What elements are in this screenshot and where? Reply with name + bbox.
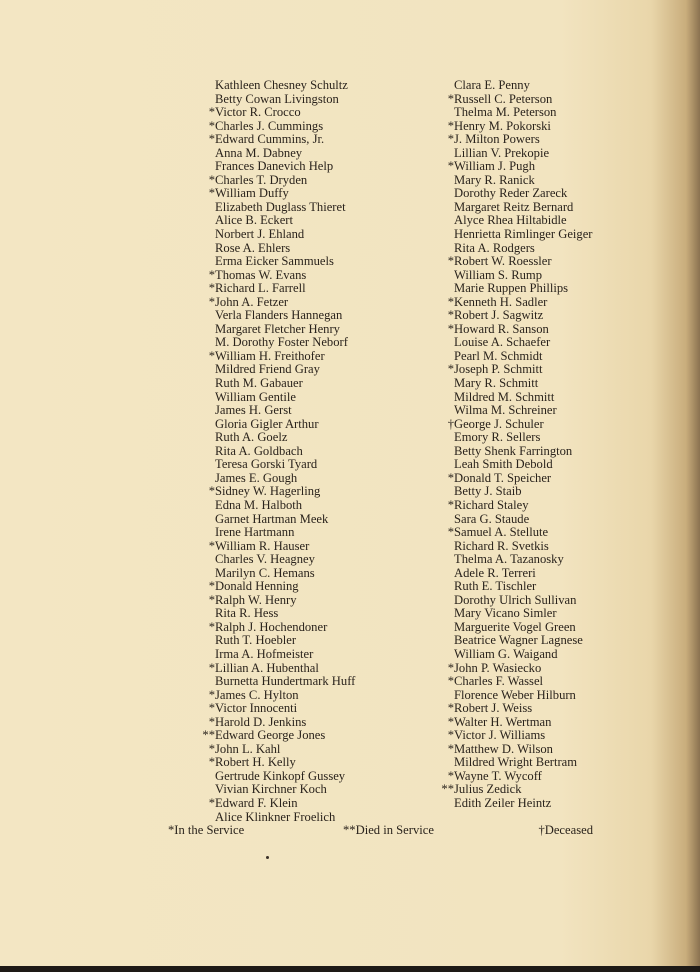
name-entry [444, 580, 674, 594]
person-name: Louise A. Schaefer [454, 335, 551, 350]
name-entry [441, 782, 674, 797]
name-entry [444, 662, 674, 676]
person-name: Lillian V. Prekopie [454, 145, 550, 160]
name-entry [205, 648, 435, 662]
name-entry [205, 675, 435, 689]
footnote-mark: ** [202, 728, 215, 743]
footnote-mark: * [447, 118, 454, 133]
name-entry [205, 499, 435, 513]
name-entry [205, 404, 435, 418]
name-entry [444, 79, 674, 93]
person-name: Irma A. Hofmeister [215, 646, 314, 661]
person-name: Mildred M. Schmitt [454, 389, 555, 404]
person-name: Clara E. Penny [454, 78, 530, 92]
person-name: Edward F. Klein [215, 795, 298, 810]
name-entry [444, 743, 674, 757]
name-entry [444, 458, 674, 472]
person-name: Sara G. Staude [454, 511, 530, 526]
person-name: Thelma M. Peterson [454, 105, 557, 120]
name-entry [444, 214, 674, 228]
person-name: Beatrice Wagner Lagnese [454, 633, 583, 648]
name-list-right [441, 78, 674, 811]
person-name: Betty Cowan Livingston [215, 91, 339, 106]
footnote-mark: * [447, 321, 454, 336]
person-name: Henrietta Rimlinger Geiger [454, 227, 593, 242]
name-entry [205, 147, 435, 161]
name-entry [444, 363, 674, 377]
name-entry [444, 93, 674, 107]
footnote-legend [168, 822, 593, 838]
person-name: Alice Klinkner Froelich [215, 809, 336, 824]
person-name: Mary R. Ranick [454, 172, 535, 187]
person-name: Ruth E. Tischler [454, 579, 537, 594]
person-name: John L. Kahl [215, 741, 281, 756]
name-entry [205, 133, 435, 147]
person-name: Edward George Jones [215, 728, 326, 743]
person-name: Margaret Reitz Bernard [454, 199, 574, 214]
name-entry [205, 377, 435, 391]
name-entry [444, 445, 674, 459]
person-name: Samuel A. Stellute [454, 525, 549, 540]
footnote-mark: ** [441, 782, 454, 797]
name-entry [205, 702, 435, 716]
person-name: Victor R. Crocco [215, 105, 301, 120]
person-name: Robert J. Weiss [454, 701, 533, 716]
person-name: Thelma A. Tazanosky [454, 552, 564, 567]
person-name: Pearl M. Schmidt [454, 348, 543, 363]
person-name: Howard R. Sanson [454, 321, 549, 336]
name-entry [202, 728, 435, 743]
name-entry [205, 770, 435, 784]
legend-died-in-service: **Died in Service [343, 823, 434, 837]
scan-edge-band [0, 966, 700, 972]
person-name: Betty J. Staib [454, 484, 522, 499]
person-name: Walter H. Wertman [454, 714, 552, 729]
name-entry [444, 594, 674, 608]
name-entry [444, 269, 674, 283]
name-entry [205, 309, 435, 323]
name-entry [444, 296, 674, 310]
footnote-mark: * [208, 795, 215, 810]
person-name: Rita R. Hess [215, 606, 279, 621]
name-entry [205, 797, 435, 811]
footnote-mark: * [208, 619, 215, 634]
name-entry [205, 228, 435, 242]
person-name: Florence Weber Hilburn [454, 687, 576, 702]
name-entry [444, 377, 674, 391]
name-entry [205, 594, 435, 608]
name-entry [444, 309, 674, 323]
name-entry [444, 648, 674, 662]
footnote-mark: * [447, 497, 454, 512]
footnote-mark: * [208, 687, 215, 702]
footnote-mark: * [447, 254, 454, 269]
person-name: William J. Pugh [454, 159, 536, 174]
footnote-mark: * [447, 362, 454, 377]
name-entry [205, 363, 435, 377]
footnote-mark: * [208, 741, 215, 756]
name-entry [444, 499, 674, 513]
name-entry [205, 255, 435, 269]
name-entry [444, 634, 674, 648]
name-entry [205, 756, 435, 770]
person-name: Mary R. Schmitt [454, 376, 539, 391]
name-entry [444, 133, 674, 147]
person-name: Ralph W. Henry [215, 592, 297, 607]
footnote-mark: * [208, 118, 215, 133]
name-entry [444, 350, 674, 364]
person-name: Alyce Rhea Hiltabidle [454, 213, 567, 228]
legend-in-service: *In the Service [168, 823, 245, 837]
person-name: Donald T. Speicher [454, 470, 552, 485]
name-entry [205, 431, 435, 445]
name-entry [205, 526, 435, 540]
footnote-mark: * [447, 470, 454, 485]
person-name: Garnet Hartman Meek [215, 511, 329, 526]
name-entry [444, 472, 674, 486]
name-entry [205, 689, 435, 703]
person-name: Richard R. Svetkis [454, 538, 549, 553]
person-name: Alice B. Eckert [215, 213, 293, 228]
person-name: Kenneth H. Sadler [454, 294, 548, 309]
legend-deceased: †Deceased [538, 823, 593, 837]
person-name: Ruth M. Gabauer [215, 376, 303, 391]
person-name: Betty Shenk Farrington [454, 443, 573, 458]
name-entry [205, 79, 435, 93]
person-name: Gertrude Kinkopf Gussey [215, 768, 346, 783]
name-entry [205, 783, 435, 797]
person-name: Robert W. Roessler [454, 254, 552, 269]
person-name: Robert J. Sagwitz [454, 308, 544, 323]
person-name: Kathleen Chesney Schultz [215, 78, 348, 92]
name-entry [205, 174, 435, 188]
person-name: Charles J. Cummings [215, 118, 324, 133]
person-name: M. Dorothy Foster Neborf [215, 335, 348, 350]
name-entry [444, 242, 674, 256]
name-entry [205, 458, 435, 472]
person-name: George J. Schuler [454, 416, 544, 431]
name-entry [444, 513, 674, 527]
person-name: James E. Gough [215, 470, 298, 485]
person-name: Adele R. Terreri [454, 565, 536, 580]
name-entry [205, 445, 435, 459]
name-entry [205, 323, 435, 337]
person-name: Edna M. Halboth [215, 497, 303, 512]
person-name: Edward Cummins, Jr. [215, 132, 325, 147]
name-entry [205, 201, 435, 215]
name-entry [205, 160, 435, 174]
name-entry [444, 106, 674, 120]
person-name: Vivian Kirchner Koch [215, 782, 327, 797]
person-name: John P. Wasiecko [454, 660, 542, 675]
person-name: John A. Fetzer [215, 294, 289, 309]
person-name: Mildred Wright Bertram [454, 755, 578, 770]
name-entry [205, 553, 435, 567]
footnote-mark: * [208, 132, 215, 147]
footnote-mark: * [208, 701, 215, 716]
footnote-mark: * [208, 105, 215, 120]
person-name: William S. Rump [454, 267, 543, 282]
person-name: Wilma M. Schreiner [454, 403, 557, 418]
footnote-mark: * [208, 714, 215, 729]
footnote-mark: * [447, 159, 454, 174]
name-entry [444, 255, 674, 269]
person-name: Leah Smith Debold [454, 457, 553, 472]
footnote-mark: * [208, 484, 215, 499]
name-entry [205, 513, 435, 527]
footnote-mark: * [447, 714, 454, 729]
person-name: Mary Vicano Simler [454, 606, 557, 621]
name-entry [205, 93, 435, 107]
name-entry [444, 160, 674, 174]
name-entry [444, 228, 674, 242]
name-entry [444, 567, 674, 581]
name-entry [205, 282, 435, 296]
name-entry [444, 716, 674, 730]
person-name: Irene Hartmann [215, 525, 295, 540]
person-name: Marie Ruppen Phillips [454, 281, 569, 296]
person-name: Ruth A. Goelz [215, 430, 288, 445]
name-entry [444, 431, 674, 445]
person-name: Charles V. Heagney [215, 552, 315, 567]
person-name: Frances Danevich Help [215, 159, 334, 174]
name-entry [205, 187, 435, 201]
footnote-mark: * [447, 308, 454, 323]
footnote-mark: * [208, 186, 215, 201]
person-name: Dorothy Ulrich Sullivan [454, 592, 577, 607]
name-entry [205, 716, 435, 730]
person-name: Edith Zeiler Heintz [454, 795, 552, 810]
person-name: Charles T. Dryden [215, 172, 308, 187]
name-entry [205, 540, 435, 554]
person-name: Rita A. Rodgers [454, 240, 535, 255]
footnote-mark: * [208, 267, 215, 282]
person-name: Marilyn C. Hemans [215, 565, 315, 580]
person-name: Matthew D. Wilson [454, 741, 553, 756]
name-entry [205, 391, 435, 405]
person-name: Sidney W. Hagerling [215, 484, 321, 499]
name-entry [444, 675, 674, 689]
name-entry [444, 174, 674, 188]
person-name: Mildred Friend Gray [215, 362, 320, 377]
footnote-mark: * [208, 592, 215, 607]
person-name: Anna M. Dabney [215, 145, 303, 160]
person-name: Victor Innocenti [215, 701, 298, 716]
footnote-mark: * [447, 660, 454, 675]
person-name: William G. Waigand [454, 646, 558, 661]
person-name: Rose A. Ehlers [215, 240, 291, 255]
person-name: Dorothy Reder Zareck [454, 186, 568, 201]
stray-dot [266, 856, 269, 859]
footnote-mark: * [447, 132, 454, 147]
name-entry [444, 621, 674, 635]
person-name: Ruth T. Hoebler [215, 633, 297, 648]
person-name: Verla Flanders Hannegan [215, 308, 343, 323]
footnote-mark: * [208, 755, 215, 770]
name-entry [205, 485, 435, 499]
footnote-mark: * [447, 91, 454, 106]
name-entry [444, 607, 674, 621]
person-name: Burnetta Hundertmark Huff [215, 674, 356, 689]
name-entry [444, 201, 674, 215]
name-entry [444, 485, 674, 499]
footnote-mark: * [208, 579, 215, 594]
person-name: William R. Hauser [215, 538, 310, 553]
person-name: James C. Hylton [215, 687, 299, 702]
person-name: Teresa Gorski Tyard [215, 457, 318, 472]
name-entry [205, 269, 435, 283]
name-entry [444, 187, 674, 201]
footnote-mark: * [208, 172, 215, 187]
footnote-mark: * [447, 728, 454, 743]
footnote-mark: * [447, 294, 454, 309]
name-entry [444, 120, 674, 134]
person-name: Joseph P. Schmitt [454, 362, 543, 377]
name-entry [444, 689, 674, 703]
footnote-mark: * [447, 741, 454, 756]
footnote-mark: * [208, 348, 215, 363]
footnote-mark: * [447, 768, 454, 783]
name-entry [205, 621, 435, 635]
name-entry [205, 662, 435, 676]
person-name: Charles F. Wassel [454, 674, 544, 689]
name-entry [205, 242, 435, 256]
footnote-mark: * [208, 281, 215, 296]
person-name: William Gentile [215, 389, 296, 404]
footnote-mark: * [208, 294, 215, 309]
name-entry [205, 336, 435, 350]
person-name: Richard L. Farrell [215, 281, 306, 296]
name-entry [444, 770, 674, 784]
person-name: J. Milton Powers [454, 132, 540, 147]
name-entry [444, 147, 674, 161]
person-name: Ralph J. Hochendoner [215, 619, 328, 634]
footnote-mark: * [208, 660, 215, 675]
name-entry [444, 526, 674, 540]
name-entry [444, 540, 674, 554]
person-name: Thomas W. Evans [215, 267, 307, 282]
name-entry [444, 756, 674, 770]
name-entry [205, 296, 435, 310]
name-entry [444, 729, 674, 743]
name-entry [205, 214, 435, 228]
person-name: Harold D. Jenkins [215, 714, 307, 729]
person-name: Donald Henning [215, 579, 299, 594]
name-entry [205, 567, 435, 581]
person-name: Emory R. Sellers [454, 430, 541, 445]
name-entry [444, 323, 674, 337]
person-name: Erma Eicker Sammuels [215, 254, 334, 269]
person-name: Robert H. Kelly [215, 755, 296, 770]
name-entry [444, 418, 674, 432]
person-name: Marguerite Vogel Green [454, 619, 576, 634]
name-entry [205, 120, 435, 134]
footnote-mark: * [208, 538, 215, 553]
name-entry [444, 282, 674, 296]
footnote-mark: * [447, 674, 454, 689]
footnote-mark: † [447, 416, 454, 431]
name-entry [444, 391, 674, 405]
person-name: Julius Zedick [454, 782, 522, 797]
name-entry [444, 797, 674, 811]
name-list-left [202, 78, 435, 824]
name-entry [444, 404, 674, 418]
person-name: Gloria Gigler Arthur [215, 416, 319, 431]
footnote-mark: * [447, 701, 454, 716]
name-entry [444, 702, 674, 716]
name-entry [444, 553, 674, 567]
person-name: William Duffy [215, 186, 289, 201]
person-name: Wayne T. Wycoff [454, 768, 542, 783]
person-name: Richard Staley [454, 497, 529, 512]
name-entry [205, 106, 435, 120]
person-name: Rita A. Goldbach [215, 443, 303, 458]
name-entry [205, 743, 435, 757]
name-entry [205, 350, 435, 364]
person-name: William H. Freithofer [215, 348, 325, 363]
name-entry [444, 336, 674, 350]
person-name: Lillian A. Hubenthal [215, 660, 319, 675]
name-entry [205, 634, 435, 648]
person-name: Victor J. Williams [454, 728, 546, 743]
person-name: Henry M. Pokorski [454, 118, 551, 133]
name-entry [205, 418, 435, 432]
person-name: Russell C. Peterson [454, 91, 553, 106]
name-entry [205, 580, 435, 594]
person-name: Norbert J. Ehland [215, 227, 305, 242]
person-name: Margaret Fletcher Henry [215, 321, 340, 336]
name-entry [205, 472, 435, 486]
person-name: Elizabeth Duglass Thieret [215, 199, 346, 214]
person-name: James H. Gerst [215, 403, 292, 418]
name-entry [205, 607, 435, 621]
footnote-mark: * [447, 525, 454, 540]
